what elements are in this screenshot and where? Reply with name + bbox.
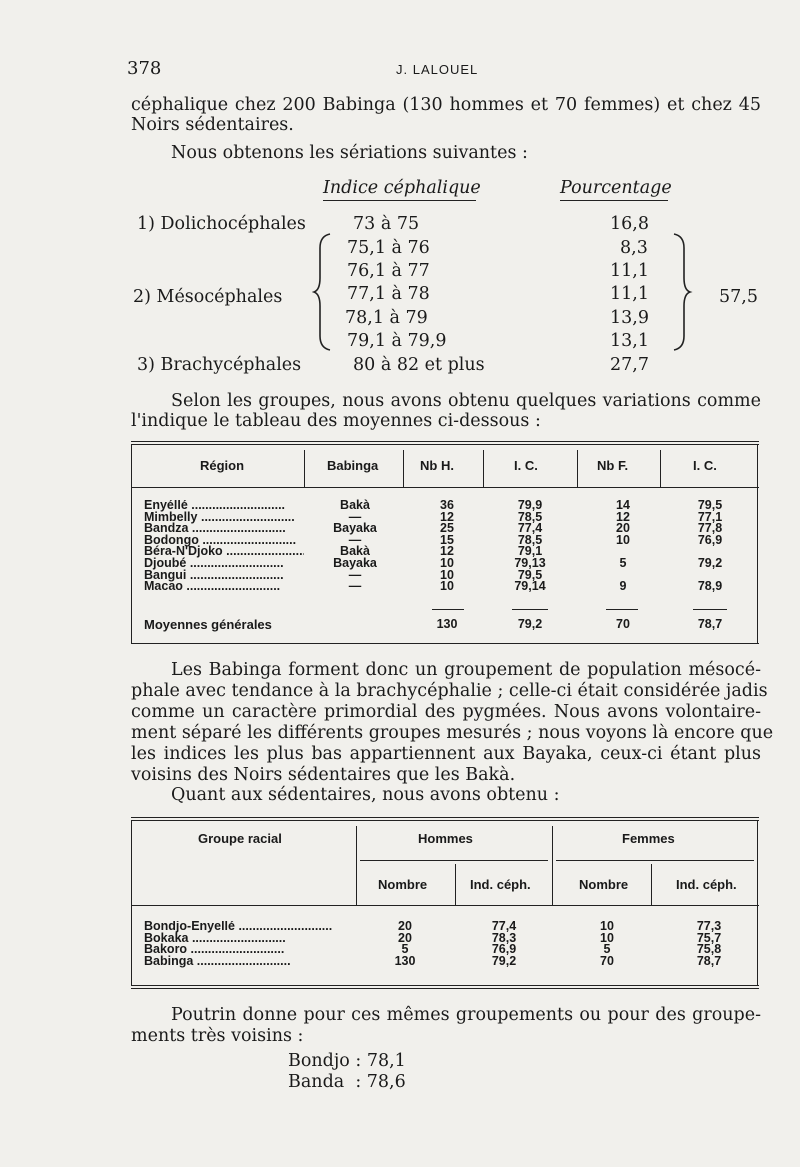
table-cell: — — [348, 579, 362, 594]
para3-line: phale avec tendance à la brachycéphalie ; celle-ci était considérée jadis — [131, 681, 768, 701]
table-cell: 75,7 — [696, 930, 722, 945]
range-row: 76,1 à 77 — [347, 261, 430, 281]
table-row: Enyéllé ..... — [144, 500, 285, 512]
table-cell: 76,9 — [697, 532, 723, 547]
pct-row: 27,7 — [610, 355, 649, 375]
sub-nombre-women: Nombre — [579, 877, 629, 892]
table-cell: 10 — [440, 579, 454, 594]
head-men: Hommes — [418, 831, 473, 846]
table-cell: 9 — [619, 579, 627, 594]
intro-line-1: céphalique chez 200 Babinga (130 hommes et 70 femmes) et chez 45 — [131, 95, 761, 115]
col-header: I. C. — [693, 458, 717, 473]
range-row: 75,1 à 76 — [347, 238, 430, 258]
range-row: 80 à 82 et plus — [353, 355, 485, 375]
page-number: 378 — [127, 58, 162, 79]
pct-row: 16,8 — [610, 214, 649, 234]
para4-line-1: Poutrin donne pour ces mêmes groupements ou pour des groupe- — [171, 1005, 761, 1025]
table-cell: 78,5 — [517, 532, 543, 547]
table-row: Bakoro ..... — [144, 944, 284, 956]
table-row: Bangui ..... — [144, 570, 284, 582]
table-cell: 20 — [398, 930, 412, 945]
group-column — [144, 921, 350, 971]
left-brace-icon — [312, 232, 338, 352]
para4-line-2: ments très voisins : — [131, 1026, 304, 1046]
totals-label: Moyennes générales — [144, 617, 272, 632]
pct-row: 11,1 — [610, 261, 649, 281]
col-header: Nb H. — [420, 458, 454, 473]
col-header: Région — [200, 458, 245, 473]
col-header: Nb F. — [597, 458, 629, 473]
table-row: Bondjo-Enyellé ..... — [144, 921, 332, 933]
para3-line: comme un caractère primordial des pygmées. Nous avons volontaire- — [131, 702, 761, 722]
table-cell: — — [348, 532, 362, 547]
para3-line: ment séparé les différents groupes mesurés ; nous voyons là encore que — [131, 723, 774, 743]
table-row: Bokaka ..... — [144, 933, 286, 945]
table-cell: 5 — [603, 942, 611, 957]
table-cell: Bakà — [340, 498, 370, 512]
col-header: Babinga — [327, 458, 379, 473]
group-meso: 2) Mésocéphales — [133, 287, 283, 307]
table-cell: 79,2 — [697, 556, 723, 570]
pct-row: 11,1 — [610, 284, 649, 304]
intro-line-3: Nous obtenons les sériations suivantes : — [171, 143, 528, 163]
range-row: 77,1 à 78 — [347, 284, 430, 304]
right-brace-icon — [670, 232, 696, 352]
table-cell: 77,4 — [491, 919, 517, 933]
table-cell: — — [348, 567, 362, 582]
table-cell: 75,8 — [696, 942, 722, 957]
table-cell: 77,1 — [697, 509, 723, 524]
table-cell: 5 — [401, 942, 409, 957]
table-row: Bandza ..... — [144, 523, 286, 535]
table-row: Mimbelly ..... — [144, 512, 295, 524]
table-cell: 10 — [600, 919, 614, 933]
table-cell: 130 — [394, 953, 416, 968]
group-dolicho: 1) Dolichocéphales — [137, 214, 306, 234]
sub-nombre-men: Nombre — [378, 877, 428, 892]
table-cell: 12 — [440, 509, 454, 524]
group-brachy: 3) Brachycéphales — [137, 355, 302, 375]
pct-row: 13,9 — [610, 308, 649, 328]
value-bondjo: Bondjo : 78,1 — [288, 1051, 406, 1071]
para3-line: les indices les plus bas appartiennent aux Bayaka, ceux-ci étant plus — [131, 744, 761, 764]
seriation-head-index: Indice céphalique — [323, 178, 481, 198]
table-cell: 76,9 — [491, 942, 517, 957]
table-cell: 12 — [440, 544, 454, 559]
table-cell: 25 — [440, 521, 454, 536]
table-cell: 78,9 — [697, 579, 723, 594]
pct-row: 8,3 — [620, 238, 648, 258]
table-cell: 10 — [440, 556, 454, 570]
total-nbf: 70 — [616, 617, 630, 631]
range-row: 73 à 75 — [353, 214, 420, 234]
head-women: Femmes — [622, 831, 675, 846]
para3-last: Quant aux sédentaires, nous avons obtenu : — [171, 785, 560, 805]
table-cell: 77,3 — [696, 919, 722, 933]
table-cell: 12 — [616, 509, 630, 524]
region-column — [144, 500, 304, 600]
para2-line-1: Selon les groupes, nous avons obtenu quelques variations comme — [171, 391, 761, 411]
table-row: Macao ..... — [144, 581, 280, 593]
total-icf: 78,7 — [697, 617, 723, 631]
seriation-head-percent: Pourcentage — [560, 178, 672, 198]
value-banda: Banda : 78,6 — [288, 1072, 406, 1092]
table-cell: 5 — [619, 556, 627, 570]
table-cell: 79,14 — [514, 579, 546, 594]
table-cell: — — [348, 509, 362, 524]
table-cell: 14 — [616, 498, 630, 512]
table-cell: 77,4 — [517, 521, 543, 536]
col-header: I. C. — [514, 458, 538, 473]
table-cell: Bayaka — [333, 521, 377, 536]
table-cell: 78,5 — [517, 509, 543, 524]
table-cell: 10 — [616, 532, 630, 547]
table-row: Babinga ..... — [144, 956, 291, 968]
table-row: Béra-N'Djoko ..... — [144, 546, 304, 558]
table-cell: 79,5 — [517, 567, 543, 582]
table-cell: 77,8 — [697, 521, 723, 536]
para3-line: voisins des Noirs sédentaires que les Bakà. — [131, 765, 516, 785]
table-row: Bodongo ..... — [144, 535, 296, 547]
head-group: Groupe racial — [198, 831, 282, 846]
table-cell: 79,9 — [517, 498, 543, 512]
para2-line-2: l'indique le tableau des moyennes ci-dessous : — [131, 411, 541, 431]
sub-ind-men: Ind. céph. — [470, 877, 531, 892]
table-row: Djoubé ..... — [144, 558, 284, 570]
table-cell: 79,13 — [514, 556, 546, 570]
table-cell: 78,3 — [491, 930, 517, 945]
total-ich: 79,2 — [517, 617, 543, 631]
para3-line: Les Babinga forment donc un groupement de population mésocé- — [171, 660, 761, 680]
range-row: 79,1 à 79,9 — [347, 331, 447, 351]
table-cell: 20 — [398, 919, 412, 933]
table-cell: 20 — [616, 521, 630, 536]
meso-total: 57,5 — [719, 287, 758, 307]
table-cell: 10 — [600, 930, 614, 945]
sub-ind-women: Ind. céph. — [676, 877, 737, 892]
table-cell: 78,7 — [696, 953, 722, 968]
range-row: 78,1 à 79 — [345, 308, 428, 328]
table-cell: Bayaka — [333, 556, 377, 570]
table-cell: 36 — [440, 498, 454, 512]
total-nbh: 130 — [436, 617, 458, 631]
pct-row: 13,1 — [610, 331, 649, 351]
table-cell: 10 — [440, 567, 454, 582]
table-cell: 79,1 — [517, 544, 543, 559]
running-title: J. LALOUEL — [396, 62, 479, 77]
table-cell: 79,2 — [491, 953, 517, 968]
table-cell: 15 — [440, 532, 454, 547]
table-cell: 79,5 — [697, 498, 723, 512]
intro-line-2: Noirs sédentaires. — [131, 115, 294, 135]
table-cell: 70 — [600, 953, 614, 968]
table-cell: Bakà — [340, 544, 370, 559]
